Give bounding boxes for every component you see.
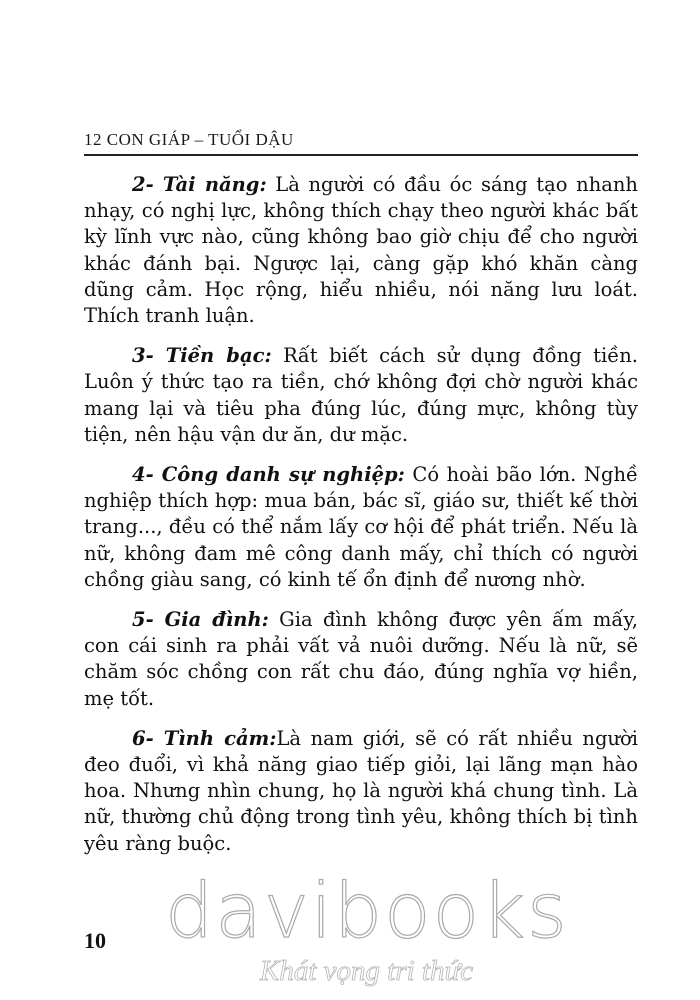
running-header: 12 CON GIÁP – TUỔI DẬU [84,130,294,149]
paragraph-lead: 2- Tài năng: [132,173,267,196]
paragraph-text: Là nam giới, sẽ có rất nhiều người đeo đuổi, vì khả năng giao tiếp giỏi, lại lãng mạn hào hoa. Nhưng nhìn chung, họ là người khá chung tình. Là nữ, thường chủ động trong tình yêu, không thích bị tình yêu ràng buộc. [84,726,638,855]
paragraph-text: Rất biết cách sử dụng đồng tiền. Luôn ý thức tạo ra tiền, chớ không đợi chờ người khác mang lại và tiêu pha đúng lúc, đúng mực, không tùy tiện, nên hậu vận dư ăn, dư mặc. [84,344,638,446]
paragraph-text: Gia đình không được yên ấm mấy, con cái sinh ra phải vất vả nuôi dưỡng. Nếu là nữ, sẽ chăm sóc chồng con rất chu đáo, đúng nghĩa vợ hiền, mẹ tốt. [84,608,638,710]
paragraph-text: Là người có đầu óc sáng tạo nhanh nhạy, có nghị lực, không thích chạy theo người khác bất kỳ lĩnh vực nào, cũng không bao giờ chịu để cho người khác đánh bại. Ngược lại, càng gặp khó khăn càng dũng cảm. Học rộng, hiểu nhiều, nói năng lưu loát. Thích tranh luận. [84,173,638,328]
paragraph-career [84,462,638,593]
paragraph-love [84,726,638,857]
page-number: 10 [84,928,106,953]
body-text [84,172,638,871]
watermark-brand: davibooks [165,866,569,955]
header-rule [84,154,638,156]
paragraph-talent [84,172,638,329]
watermark-slogan: Khát vọng tri thức [260,955,474,987]
paragraph-lead: 4- Công danh sự nghiệp: [132,463,405,487]
paragraph-family [84,607,638,712]
paragraph-lead: 3- Tiền bạc: [132,344,272,368]
paragraph-money [84,343,638,448]
paragraph-lead: 6- Tình cảm: [132,726,277,750]
paragraph-text: Có hoài bão lớn. Nghề nghiệp thích hợp: mua bán, bác sĩ, giáo sư, thiết kế thời trang..., đều có thể nắm lấy cơ hội để phát triển. Nếu là nữ, không đam mê công danh mấy, chỉ thích có người chồng giàu sang, có kinh tế ổn định để nương nhờ. [84,463,638,591]
paragraph-lead: 5- Gia đình: [132,608,269,632]
